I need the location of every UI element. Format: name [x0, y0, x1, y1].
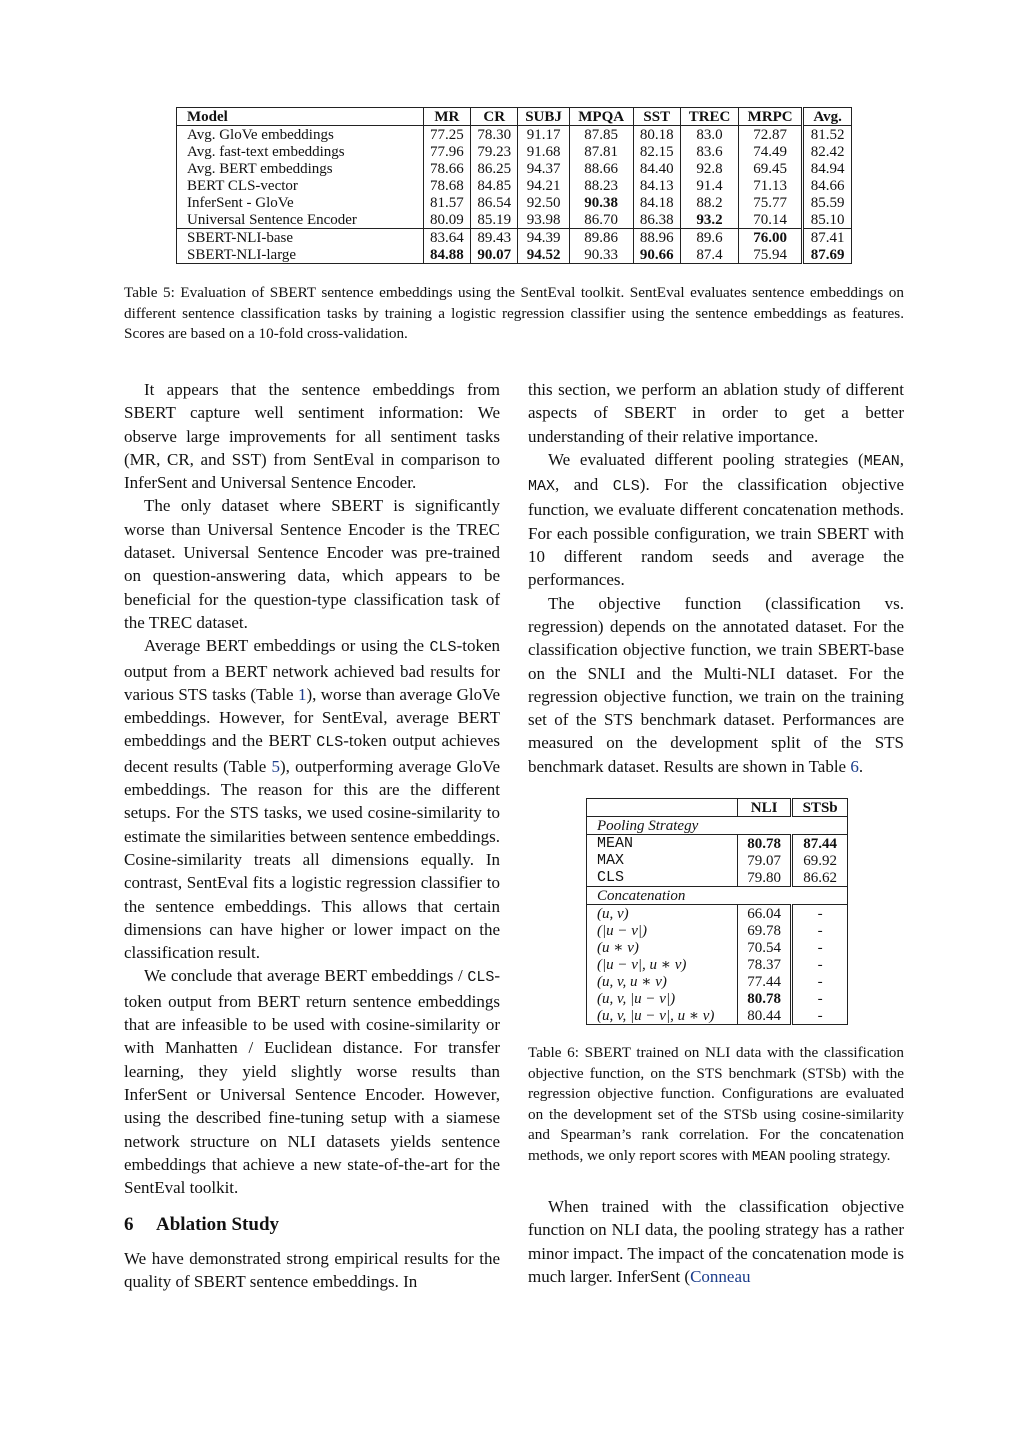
score-cell: 86.62 — [792, 869, 848, 887]
score-cell: 90.07 — [471, 246, 518, 264]
score-cell: 85.19 — [471, 211, 518, 229]
score-cell: 92.50 — [518, 194, 569, 211]
score-cell: - — [792, 1007, 848, 1025]
score-cell: 79.23 — [471, 143, 518, 160]
paragraph — [124, 634, 500, 964]
score-cell: 71.13 — [739, 177, 803, 194]
text-run: , and — [555, 475, 613, 495]
text-run: Average BERT embeddings or using the — [144, 636, 430, 656]
score-cell: 87.69 — [803, 246, 852, 264]
paragraph — [528, 592, 904, 778]
table-row — [177, 160, 852, 177]
score-cell: 84.85 — [471, 177, 518, 194]
score-cell: 84.94 — [803, 160, 852, 177]
score-cell: 82.42 — [803, 143, 852, 160]
text-run: -token output from BERT return sentence embeddings that are infeasible to be used with cosine-similarity or with Manhatten / Euclidean distance. For transfer learning, they yield slightly worse results than InferSent or Universal Sentence Encoder. However, using the described fine-tuning setup with a siamese network structure on NLI datasets yields sentence embeddings that achieve a new state-of-the-art for the SentEval toolkit. — [124, 966, 500, 1198]
table-6-caption — [528, 1043, 904, 1167]
table-row — [587, 852, 848, 869]
model-name-cell: SBERT-NLI-large — [177, 246, 424, 264]
table-header-cell: Avg. — [803, 108, 852, 126]
score-cell: 94.52 — [518, 246, 569, 264]
score-cell: 88.2 — [680, 194, 738, 211]
table-row — [587, 835, 848, 853]
text-run: , — [899, 449, 904, 469]
score-cell: 91.4 — [680, 177, 738, 194]
table-section-row — [587, 817, 848, 835]
model-name-cell: BERT CLS-vector — [177, 177, 424, 194]
score-cell: 91.17 — [518, 126, 569, 144]
score-cell: - — [792, 990, 848, 1007]
score-cell: 80.78 — [738, 835, 792, 853]
score-cell: 88.96 — [633, 229, 680, 247]
table-row — [177, 177, 852, 194]
code-max: MAX — [528, 478, 556, 496]
score-cell: 94.39 — [518, 229, 569, 247]
table-section-row — [587, 887, 848, 905]
table-row — [177, 229, 852, 247]
score-cell: 87.44 — [792, 835, 848, 853]
score-cell: 89.6 — [680, 229, 738, 247]
score-cell: 69.92 — [792, 852, 848, 869]
score-cell: 83.6 — [680, 143, 738, 160]
score-cell: 80.44 — [738, 1007, 792, 1025]
right-column — [528, 378, 904, 1288]
table-header-cell: NLI — [738, 799, 792, 817]
score-cell: 66.04 — [738, 905, 792, 923]
table-row — [587, 939, 848, 956]
score-cell: 90.38 — [569, 194, 633, 211]
score-cell: 78.37 — [738, 956, 792, 973]
score-cell: 90.66 — [633, 246, 680, 264]
text-run: -token output from a BERT network achieved bad results for various STS tasks (Table — [124, 636, 500, 704]
score-cell: 84.66 — [803, 177, 852, 194]
score-cell: 79.07 — [738, 852, 792, 869]
score-cell: 86.25 — [471, 160, 518, 177]
table-section-label: Concatenation — [587, 887, 848, 905]
score-cell: 84.13 — [633, 177, 680, 194]
score-cell: - — [792, 939, 848, 956]
score-cell: 70.54 — [738, 939, 792, 956]
score-cell: 75.94 — [739, 246, 803, 264]
score-cell: 79.80 — [738, 869, 792, 887]
left-column — [124, 378, 500, 1293]
score-cell: 77.25 — [423, 126, 470, 144]
score-cell: 77.44 — [738, 973, 792, 990]
config-label-cell: (|u − v|) — [587, 922, 738, 939]
table-header-cell: SUBJ — [518, 108, 569, 126]
score-cell: 84.40 — [633, 160, 680, 177]
score-cell: - — [792, 905, 848, 923]
text-run: ). For the classification objective function, we evaluate different concatenation methods. For each possible configuration, we train SBERT with 10 different random seeds and average the performances. — [528, 475, 905, 590]
text-run: -token output achieves decent results (Table — [124, 731, 500, 776]
table-row — [587, 973, 848, 990]
score-cell: 75.77 — [739, 194, 803, 211]
config-label-cell: CLS — [587, 869, 738, 887]
model-name-cell: Avg. BERT embeddings — [177, 160, 424, 177]
code-cls: CLS — [316, 734, 344, 752]
score-cell: 86.54 — [471, 194, 518, 211]
citation-link[interactable]: Conneau — [690, 1266, 751, 1286]
table-row — [587, 905, 848, 923]
section-title: Ablation Study — [156, 1214, 280, 1236]
text-run: The objective function (classification vs. regression) depends on the annotated dataset. For the classification objective function, we train SBERT-base on the SNLI and the Multi-NLI dataset. For the regression objective function, we train on the training set of the STS benchmark dataset. Performances are measured on the development split of the STS benchmark dataset. Results are shown in Table — [528, 593, 904, 776]
text-run: ), worse than average GloVe embeddings. However, for SentEval, average BERT embeddings and the BERT — [124, 684, 501, 751]
table-5-caption: Table 5: Evaluation of SBERT sentence embeddings using the SentEval toolkit. SentEval evaluates sentence embeddings on different sentence classification tasks by training a logistic regression classifier using the sentence embeddings as features. Scores are based on a 10-fold cross-validation. — [124, 284, 904, 342]
score-cell: 91.68 — [518, 143, 569, 160]
score-cell: 83.64 — [423, 229, 470, 247]
score-cell: 94.37 — [518, 160, 569, 177]
paragraph: The only dataset where SBERT is significantly worse than Universal Sentence Encoder is the TREC dataset. Universal Sentence Encoder was pre-trained on question-answering data, which appears to be beneficial for the question-type classification task of the TREC dataset. — [124, 496, 500, 632]
paragraph: this section, we perform an ablation study of different aspects of SBERT in order to get a better understanding of their relative importance. — [528, 380, 904, 446]
code-mean: MEAN — [863, 452, 900, 470]
table-row — [587, 1007, 848, 1025]
code-cls: CLS — [467, 969, 495, 987]
code-cls: CLS — [612, 478, 640, 496]
section-number: 6 — [124, 1214, 134, 1236]
table-5-body — [177, 126, 852, 264]
table-header-row — [177, 108, 852, 126]
text-run: When trained with the classification objective function on NLI data, the pooling strategy has a rather minor impact. The impact of the concatenation mode is much larger. InferSent ( — [528, 1197, 904, 1286]
score-cell: 78.68 — [423, 177, 470, 194]
table-row — [587, 922, 848, 939]
table-header-row — [587, 799, 848, 817]
table-6-body — [587, 817, 848, 1025]
score-cell: - — [792, 956, 848, 973]
score-cell: 88.23 — [569, 177, 633, 194]
table-header-cell: SST — [633, 108, 680, 126]
model-name-cell: Avg. GloVe embeddings — [177, 126, 424, 144]
config-label-cell: (u, v) — [587, 905, 738, 923]
config-label-cell: MAX — [587, 852, 738, 869]
config-label-cell: (u, v, |u − v|) — [587, 990, 738, 1007]
score-cell: 80.09 — [423, 211, 470, 229]
score-cell: 86.38 — [633, 211, 680, 229]
table-header-cell: MPQA — [569, 108, 633, 126]
paragraph — [124, 964, 500, 1199]
table-row — [177, 246, 852, 264]
table-header-cell: CR — [471, 108, 518, 126]
config-label-cell: (u, v, |u − v|, u ∗ v) — [587, 1007, 738, 1025]
table-row — [177, 126, 852, 144]
config-label-cell: (u ∗ v) — [587, 939, 738, 956]
table-1-link[interactable]: 1 — [297, 684, 307, 704]
score-cell: 88.66 — [569, 160, 633, 177]
config-label-cell: (|u − v|, u ∗ v) — [587, 956, 738, 973]
score-cell: 82.15 — [633, 143, 680, 160]
table-header-cell: TREC — [680, 108, 738, 126]
code-cls: CLS — [429, 639, 457, 657]
score-cell: 81.57 — [423, 194, 470, 211]
score-cell: - — [792, 922, 848, 939]
score-cell: 69.45 — [739, 160, 803, 177]
text-run: ), outperforming average GloVe embeddings. The reason for this are the different setups. For the STS tasks, we used cosine-similarity to estimate the similarities between sentence embeddings. Cosine-similarity treats all dimensions equally. In contrast, SentEval fits a logistic regression classifier to the sentence embeddings. This allows that certain dimensions can have higher or lower impact on the classification result. — [124, 756, 500, 963]
score-cell: 84.18 — [633, 194, 680, 211]
score-cell: 77.96 — [423, 143, 470, 160]
table-header-cell — [587, 799, 738, 817]
config-label-cell: MEAN — [587, 835, 738, 853]
text-run: We evaluated different pooling strategies ( — [548, 449, 864, 469]
score-cell: 80.18 — [633, 126, 680, 144]
score-cell: 80.78 — [738, 990, 792, 1007]
table-5-link[interactable]: 5 — [271, 756, 281, 776]
config-label-cell: (u, v, u ∗ v) — [587, 973, 738, 990]
score-cell: 70.14 — [739, 211, 803, 229]
paragraph — [528, 448, 904, 592]
score-cell: 76.00 — [739, 229, 803, 247]
spacer — [528, 1167, 904, 1195]
text-run: pooling strategy. — [785, 1146, 891, 1164]
score-cell: 74.49 — [739, 143, 803, 160]
score-cell: 72.87 — [739, 126, 803, 144]
score-cell: 85.10 — [803, 211, 852, 229]
paragraph — [528, 1195, 904, 1288]
model-name-cell: Universal Sentence Encoder — [177, 211, 424, 229]
table-5 — [176, 107, 852, 264]
text-run: We conclude that average BERT embeddings / — [144, 966, 468, 986]
score-cell: 90.33 — [569, 246, 633, 264]
score-cell: 87.85 — [569, 126, 633, 144]
code-mean: MEAN — [751, 1148, 786, 1165]
text-run: Table 6: SBERT trained on NLI data with the classification objective function, on the STS benchmark (STSb) with the regression objective function. Configurations are evaluated on the development set of the STSb using cosine-similarity and Spearman’s rank correlation. For the concatenation methods, we only report scores with — [528, 1044, 904, 1164]
score-cell: 84.88 — [423, 246, 470, 264]
table-header-cell: MRPC — [739, 108, 803, 126]
table-6-link[interactable]: 6 — [850, 756, 859, 776]
table-6 — [586, 798, 848, 1025]
score-cell: 87.41 — [803, 229, 852, 247]
score-cell: - — [792, 973, 848, 990]
table-header-cell: Model — [177, 108, 424, 126]
score-cell: 87.81 — [569, 143, 633, 160]
score-cell: 86.70 — [569, 211, 633, 229]
score-cell: 78.66 — [423, 160, 470, 177]
section-heading — [124, 1213, 500, 1236]
score-cell: 85.59 — [803, 194, 852, 211]
table-header-cell: MR — [423, 108, 470, 126]
model-name-cell: SBERT-NLI-base — [177, 229, 424, 247]
model-name-cell: Avg. fast-text embeddings — [177, 143, 424, 160]
score-cell: 78.30 — [471, 126, 518, 144]
score-cell: 83.0 — [680, 126, 738, 144]
table-row — [177, 143, 852, 160]
table-row — [587, 956, 848, 973]
table-row — [587, 990, 848, 1007]
score-cell: 69.78 — [738, 922, 792, 939]
paragraph: It appears that the sentence embeddings from SBERT capture well sentiment information: We observe large improvements for all sentiment tasks (MR, CR, and SST) from SentEval in comparison to InferSent and Universal Sentence Encoder. — [124, 380, 500, 493]
score-cell: 89.86 — [569, 229, 633, 247]
table-header-cell: STSb — [792, 799, 848, 817]
model-name-cell: InferSent - GloVe — [177, 194, 424, 211]
table-section-label: Pooling Strategy — [587, 817, 848, 835]
score-cell: 93.2 — [680, 211, 738, 229]
score-cell: 93.98 — [518, 211, 569, 229]
paragraph: We have demonstrated strong empirical results for the quality of SBERT sentence embeddings. In — [124, 1248, 500, 1291]
score-cell: 92.8 — [680, 160, 738, 177]
score-cell: 89.43 — [471, 229, 518, 247]
score-cell: 94.21 — [518, 177, 569, 194]
table-row — [587, 869, 848, 887]
score-cell: 81.52 — [803, 126, 852, 144]
table-row — [177, 211, 852, 229]
text-run: . — [858, 756, 864, 776]
table-row — [177, 194, 852, 211]
score-cell: 87.4 — [680, 246, 738, 264]
